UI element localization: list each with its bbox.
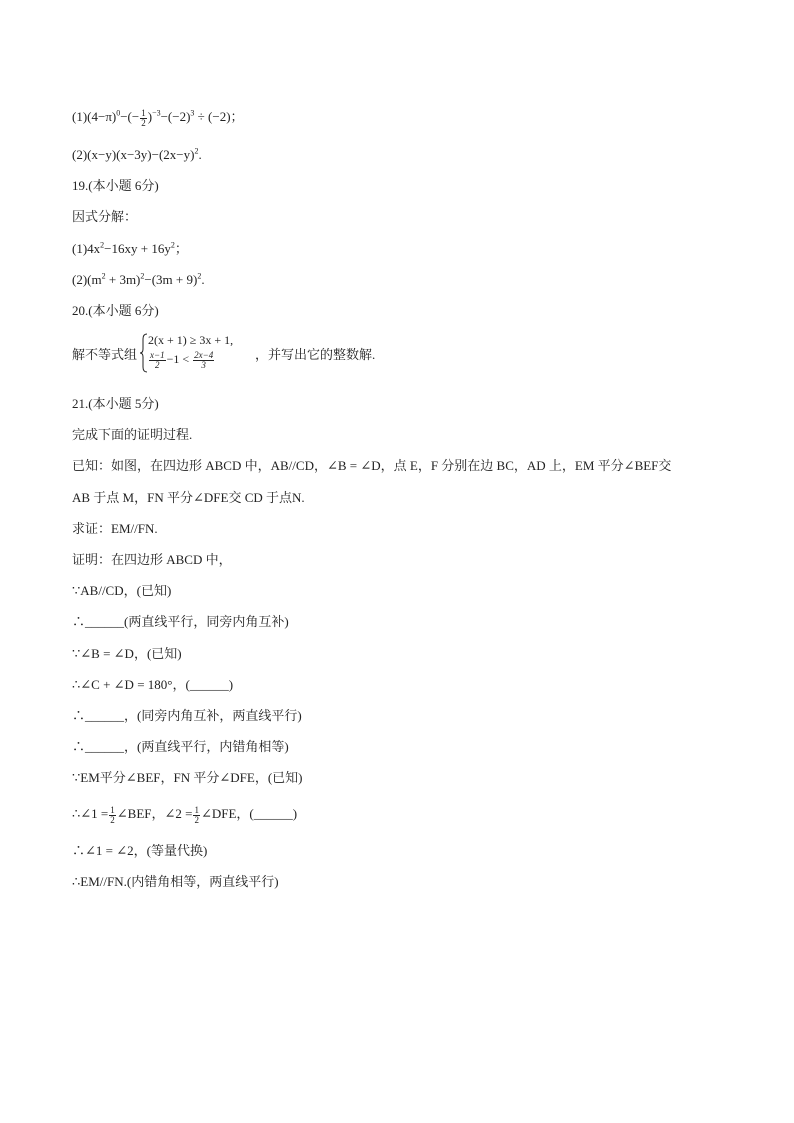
q21-given-1: 已知：如图，在四边形 ABCD 中，AB//CD，∠B = ∠D，点 E，F 分别在边 BC，AD 上，EM 平分∠BEF交 <box>72 458 672 473</box>
q19-part1: $(1)4x^2-16xy + 16y^2$； <box>72 240 188 256</box>
proof-step-10: ∴EM//FN.(内错角相等，两直线平行) <box>72 874 279 889</box>
q20-tail: ，并写出它的整数解. <box>255 347 376 362</box>
proof-step-7: ∵EM平分∠BEF，FN 平分∠DFE，(已知) <box>72 770 303 785</box>
brace-icon <box>140 333 148 373</box>
q19-part2: $(2)(m^2 + 3m)^2-(3m + 9)^2$. <box>72 271 205 287</box>
q21-proof-intro: 证明：在四边形 ABCD 中， <box>72 552 232 567</box>
proof-step-2: ∴______(两直线平行，同旁内角互补) <box>72 614 289 629</box>
proof-step-9: ∴∠1 = ∠2，(等量代换) <box>72 843 208 858</box>
proof-step-4: ∴∠C + ∠D = 180°，(______) <box>72 677 234 692</box>
inequality-2: $\frac{x-1}{2}$ −1 < $\frac{2x-4}{3}$ <box>150 349 214 370</box>
proof-step-3: ∵∠B = ∠D，(已知) <box>72 646 182 661</box>
q21-given-2: AB 于点 M，FN 平分∠DFE交 CD 于点N. <box>72 490 305 505</box>
q20-lead: 解不等式组 <box>72 347 138 362</box>
proof-step-1: ∵AB//CD，(已知) <box>72 583 172 598</box>
q21-header: 21.(本小题 5分) <box>72 396 159 411</box>
proof-step-8: ∴∠1 = $\frac{1}{2}$ ∠BEF，∠2 = $\frac{1}{2}$ ∠DFE，(______) <box>72 804 298 825</box>
q19-intro: 因式分解： <box>72 209 138 224</box>
inequality-1: 2(x + 1) ≥ 3x + 1, <box>148 333 234 347</box>
q20-header: 20.(本小题 6分) <box>72 303 159 318</box>
fraction-half: $\frac{1}{2}$ <box>141 107 146 128</box>
q19-header: 19.(本小题 6分) <box>72 178 159 193</box>
q18-part2: $(2)(x-y)(x-3y)-(2x-y)^2$. <box>72 146 202 162</box>
q21-intro: 完成下面的证明过程. <box>72 427 193 442</box>
proof-step-5: ∴______，(同旁内角互补，两直线平行) <box>72 708 302 723</box>
inequality-system <box>148 331 233 370</box>
proof-step-6: ∴______，(两直线平行，内错角相等) <box>72 739 289 754</box>
q21-prove: 求证：EM//FN. <box>72 521 158 536</box>
q18-part1: $(1)(4-\pi)^0-(-$ $\frac{1}{2}$ )$^{-3}-(-2)^3 \div (-2)$； <box>72 107 244 128</box>
